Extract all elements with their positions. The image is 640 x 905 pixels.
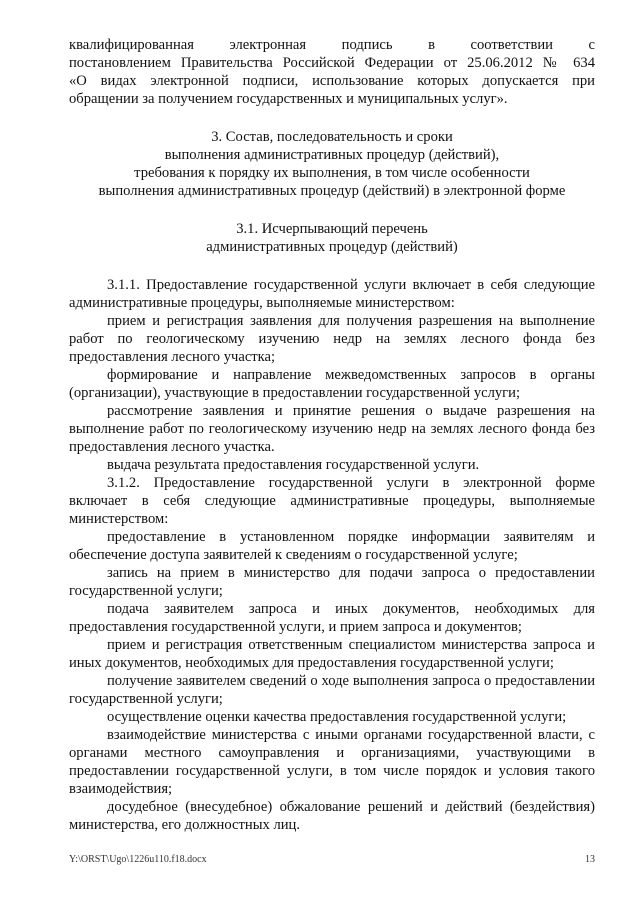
body-paragraph: прием и регистрация заявления для получения разрешения на выполнение работ по геологическому изучению недр на землях лесного фонда без предоставления лесного участка; (69, 313, 595, 365)
body-paragraph: 3.1.2. Предоставление государственной услуги в электронной форме включает в себя следующие административные процедуры, выполняемые министерством: (69, 475, 595, 527)
section-3-heading (69, 128, 595, 200)
section-3-1-heading-line: 3.1. Исчерпывающий перечень (236, 221, 428, 237)
section-3-heading-line: 3. Состав, последовательность и сроки (211, 129, 453, 145)
body-paragraph: предоставление в установленном порядке информации заявителям и обеспечение доступа заявителей к сведениям о государственной услуге; (69, 529, 595, 563)
body-paragraph: подача заявителем запроса и иных документов, необходимых для предоставления государственной услуги, и прием запроса и документов; (69, 601, 595, 635)
body-paragraph: запись на прием в министерство для подачи запроса о предоставлении государственной услуги; (69, 565, 595, 599)
body-paragraph: взаимодействие министерства с иными органами государственной власти, с органами местного самоуправления и организациями, участвующими в предоставлении государственной услуги, в том числе порядок и условия такого взаимодействия; (69, 727, 595, 797)
body-paragraph: прием и регистрация ответственным специалистом министерства запроса и иных документов, необходимых для предоставления государственной услуги; (69, 637, 595, 671)
body-paragraph: рассмотрение заявления и принятие решения о выдаче разрешения на выполнение работ по геологическому изучению недр на землях лесного фонда без предоставления лесного участка. (69, 403, 595, 455)
intro-paragraph-line-1: квалифицированная электронная подпись в соответствии с (69, 37, 595, 53)
body-paragraph: выдача результата предоставления государственной услуги. (107, 457, 480, 473)
body-paragraph: формирование и направление межведомственных запросов в органы (организации), участвующие в предоставлении государственной услуги; (69, 367, 595, 401)
body-paragraph: 3.1.1. Предоставление государственной услуги включает в себя следующие административные процедуры, выполняемые министерством: (69, 277, 595, 311)
procedures-list (69, 276, 595, 834)
section-3-heading-line: выполнения административных процедур (действий), (164, 147, 500, 163)
page-number: 13 (585, 854, 595, 865)
intro-paragraph-line-4: обращении за получением государственных и муниципальных услуг». (69, 91, 508, 107)
section-3-heading-line: выполнения административных процедур (действий) в электронной форме (98, 183, 566, 199)
intro-paragraph-line-3: «О видах электронной подписи, использование которых допускается при (69, 73, 595, 89)
section-3-1-heading (69, 220, 595, 256)
body-paragraph: досудебное (внесудебное) обжалование решений и действий (бездействия) министерства, его должностных лиц. (69, 799, 595, 833)
body-paragraph: получение заявителем сведений о ходе выполнения запроса о предоставлении государственной услуги; (69, 673, 595, 707)
body-paragraph: осуществление оценки качества предоставления государственной услуги; (107, 709, 567, 725)
document-page (69, 36, 595, 834)
section-3-1-heading-line: административных процедур (действий) (206, 239, 458, 255)
section-3-heading-line: требования к порядку их выполнения, в том числе особенности (134, 165, 530, 181)
page-footer (69, 854, 595, 866)
intro-paragraph-line-2: постановлением Правительства Российской Федерации от 25.06.2012 № 634 (69, 55, 595, 71)
file-path: Y:\ORST\Ugo\1226u110.f18.docx (69, 854, 207, 865)
